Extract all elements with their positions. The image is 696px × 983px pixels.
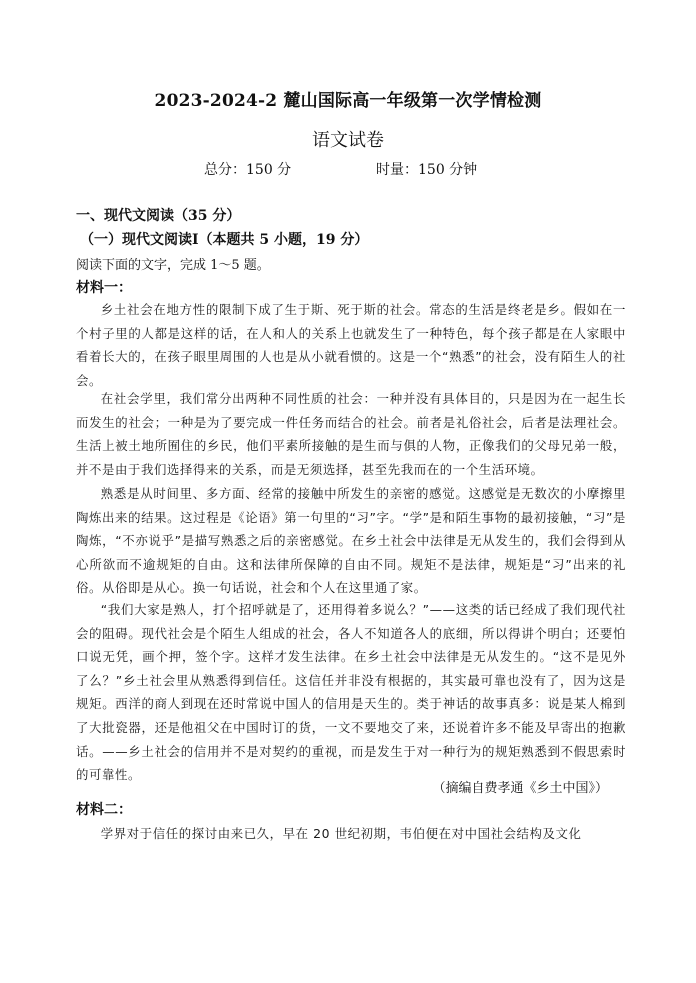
exam-title: 2023-2024-2 麓山国际高一年级第一次学情检测: [154, 91, 542, 111]
material-two-label: 材料二：: [76, 802, 132, 818]
sub-section-heading: （一）现代文阅读Ⅰ（本题共 5 小题，19 分）: [80, 232, 369, 248]
material-one-paragraph: “我们大家是熟人，打个招呼就是了，还用得着多说么？”——这类的话已经成了我们现代社会的阻碍。现代社会是个陌生人组成的社会，各人不知道各人的底细，所以得讲个明白；还要怕口说无凭，画个押，签个字。这样才发生法律。在乡土社会中法律是无从发生的。“这不是见外了么？”乡土社会里从熟悉得到信任。这信任并非没有根据的，其实最可靠也没有了，因为这是规矩。西洋的商人到现在还时常说中国人的信用是天生的。类于神话的故事真多：说是某人棉到了大批瓷器，还是他祖父在中国时订的货，一文不要地交了来，还说着许多不能及早寄出的抱歉话。——乡土社会的信用并不是对契约的重视，而是发生于对一种行为的规矩熟悉到不假思索时的可靠性。: [76, 602, 626, 783]
instruction-text: 阅读下面的文字，完成 1～5 题。: [76, 258, 270, 273]
time-limit: 时量：150 分钟: [376, 162, 478, 178]
material-one-label: 材料一：: [76, 280, 132, 296]
material-one-paragraph: 乡土社会在地方性的限制下成了生于斯、死于斯的社会。常态的生活是终老是乡。假如在一个村子里的人都是这样的话，在人和人的关系上也就发生了一种特色，每个孩子都是在人家眼中看着长大的，在孩子眼里周围的人也是从小就看惯的。这是一个“熟悉”的社会，没有陌生人的社会。: [76, 302, 626, 388]
total-score: 总分：150 分: [204, 162, 292, 178]
material-one-source: （摘编自费孝通《乡土中国》）: [432, 781, 608, 796]
exam-subject: 语文试卷: [312, 130, 384, 151]
material-one-paragraph: 在社会学里，我们常分出两种不同性质的社会：一种并没有具体目的，只是因为在一起生长而发生的社会；一种是为了要完成一件任务而结合的社会。前者是礼俗社会，后者是法理社会。生活上被土地所囿住的乡民，他们平素所接触的是生而与俱的人物，正像我们的父母兄弟一般，并不是由于我们选择得来的关系，而是无须选择，甚至先我而在的一个生活环境。: [76, 391, 626, 477]
section-heading: 一、现代文阅读（35 分）: [76, 208, 241, 224]
material-two-paragraph: 学界对于信任的探讨由来已久，早在 20 世纪初期，韦伯便在对中国社会结构及文化: [100, 826, 582, 841]
material-one-paragraph: 熟悉是从时间里、多方面、经常的接触中所发生的亲密的感觉。这感觉是无数次的小摩擦里陶炼出来的结果。这过程是《论语》第一句里的“习”字。“学”是和陌生事物的最初接触，“习”是陶炼，“不亦说乎”是描写熟悉之后的亲密感觉。在乡土社会中法律是无从发生的，我们会得到从心所欲而不逾规矩的自由。这和法律所保障的自由不同。规矩不是法律，规矩是“习”出来的礼俗。从俗即是从心。换一句话说，社会和个人在这里通了家。: [76, 486, 626, 596]
